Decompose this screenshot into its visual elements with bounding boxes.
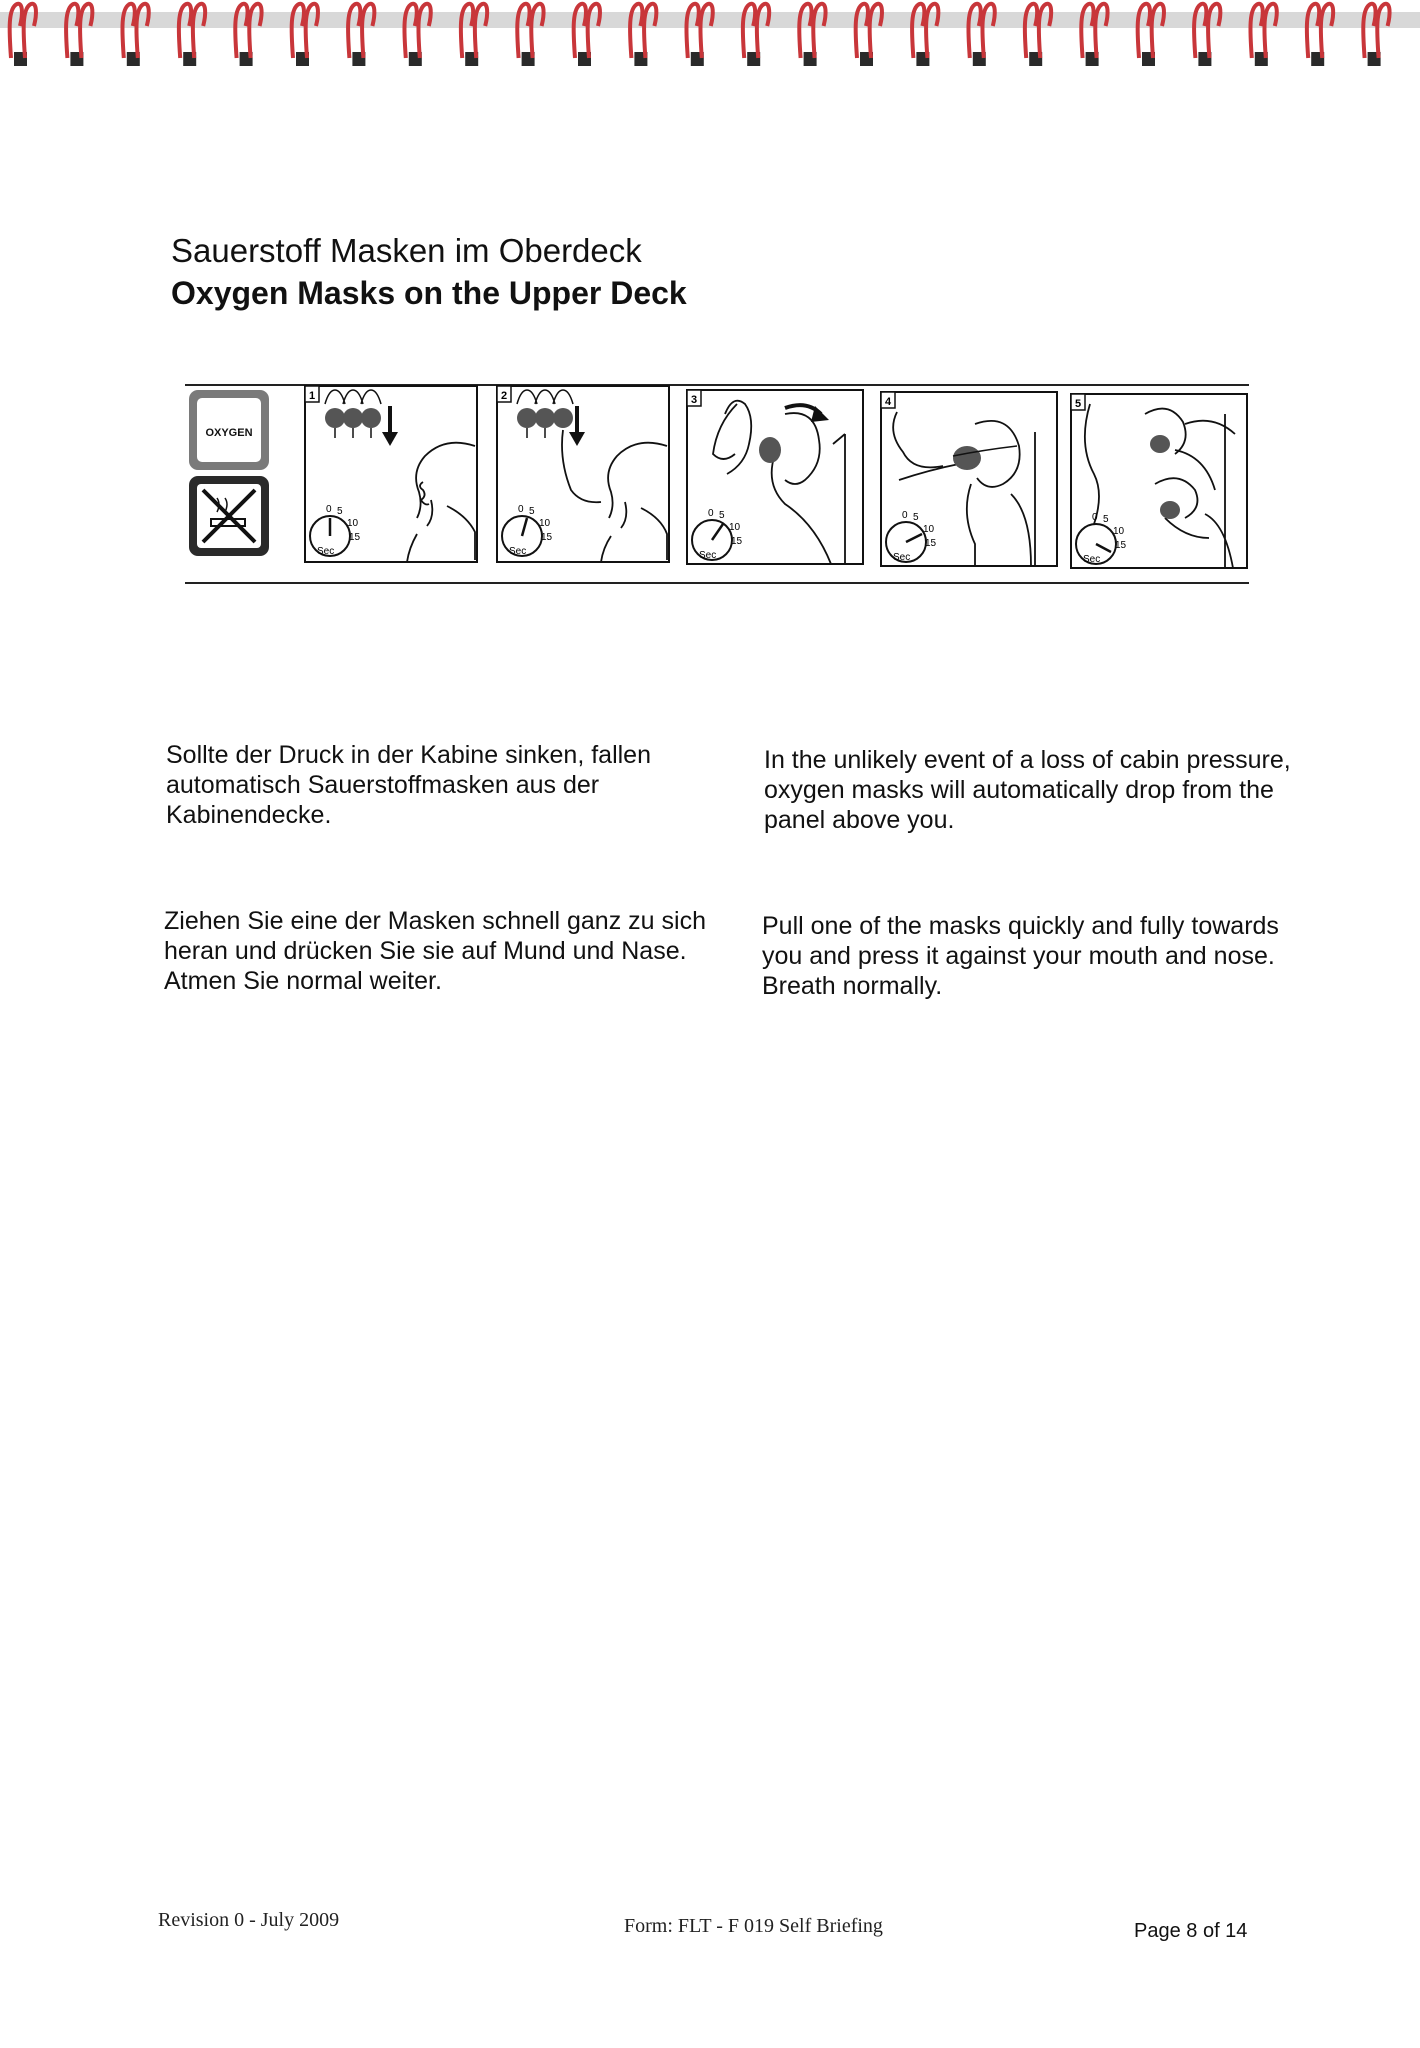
panel-number: 4	[884, 396, 892, 408]
dial-0: 0	[326, 504, 332, 515]
paragraph-german-2: Ziehen Sie eine der Masken schnell ganz zu sich heran und drücken Sie sie auf Mund und Nase. Atmen Sie normal weiter.	[164, 907, 706, 995]
dial-15: 15	[1115, 540, 1127, 551]
dial-unit: Sec	[699, 550, 717, 561]
instruction-panel-4	[881, 392, 1057, 566]
dial-unit: Sec	[1083, 554, 1101, 565]
dial-unit: Sec	[509, 546, 527, 557]
dial-unit: Sec	[893, 552, 911, 563]
panel-number: 1	[308, 390, 316, 402]
paragraph-english-1: In the unlikely event of a loss of cabin pressure, oxygen masks will automatically drop from the panel above you.	[764, 746, 1291, 834]
dial-5: 5	[719, 510, 725, 521]
title-german: Sauerstoff Masken im Oberdeck	[171, 232, 642, 269]
no-smoking-icon	[189, 476, 269, 556]
strip-bottom-rule	[185, 582, 1249, 584]
paragraph-english-2: Pull one of the masks quickly and fully towards you and press it against your mouth and nose. Breath normally.	[762, 912, 1279, 1000]
instruction-panel-5	[1071, 394, 1247, 568]
dial-10: 10	[923, 524, 935, 535]
panel-number: 3	[690, 394, 698, 406]
paragraph-german-1: Sollte der Druck in der Kabine sinken, fallen automatisch Sauerstoffmasken aus der Kabinendecke.	[166, 741, 651, 829]
instruction-panel-3	[687, 390, 863, 564]
dial-10: 10	[1113, 526, 1125, 537]
dial-15: 15	[349, 532, 361, 543]
oxygen-mask-icon	[1160, 501, 1180, 519]
dial-0: 0	[902, 510, 908, 521]
spiral-binding	[0, 0, 1420, 92]
dial-10: 10	[729, 522, 741, 533]
dial-0: 0	[518, 504, 524, 515]
dial-5: 5	[529, 506, 535, 517]
footer-revision: Revision 0 - July 2009	[158, 1909, 340, 1931]
dial-unit: Sec	[317, 546, 335, 557]
dial-15: 15	[731, 536, 743, 547]
panel-number: 2	[500, 390, 508, 402]
dial-5: 5	[913, 512, 919, 523]
footer-form: Form: FLT - F 019 Self Briefing	[624, 1915, 883, 1937]
dial-15: 15	[541, 532, 553, 543]
title-english: Oxygen Masks on the Upper Deck	[171, 275, 687, 311]
oxygen-sign-label: OXYGEN	[205, 427, 253, 439]
panel-number: 5	[1074, 398, 1082, 410]
dial-10: 10	[347, 518, 359, 529]
oxygen-mask-icon	[953, 446, 981, 470]
dial-5: 5	[1103, 514, 1109, 525]
oxygen-sign-icon	[189, 390, 269, 470]
dial-15: 15	[925, 538, 937, 549]
instruction-panel-2	[497, 386, 669, 562]
oxygen-mask-icon	[759, 437, 781, 463]
footer-page-number: Page 8 of 14	[1134, 1920, 1248, 1942]
dial-0: 0	[1092, 512, 1098, 523]
instruction-panel-1	[305, 386, 477, 562]
dial-5: 5	[337, 506, 343, 517]
dial-10: 10	[539, 518, 551, 529]
dial-0: 0	[708, 508, 714, 519]
oxygen-mask-instruction-strip	[185, 384, 1249, 584]
oxygen-mask-icon	[1150, 435, 1170, 453]
